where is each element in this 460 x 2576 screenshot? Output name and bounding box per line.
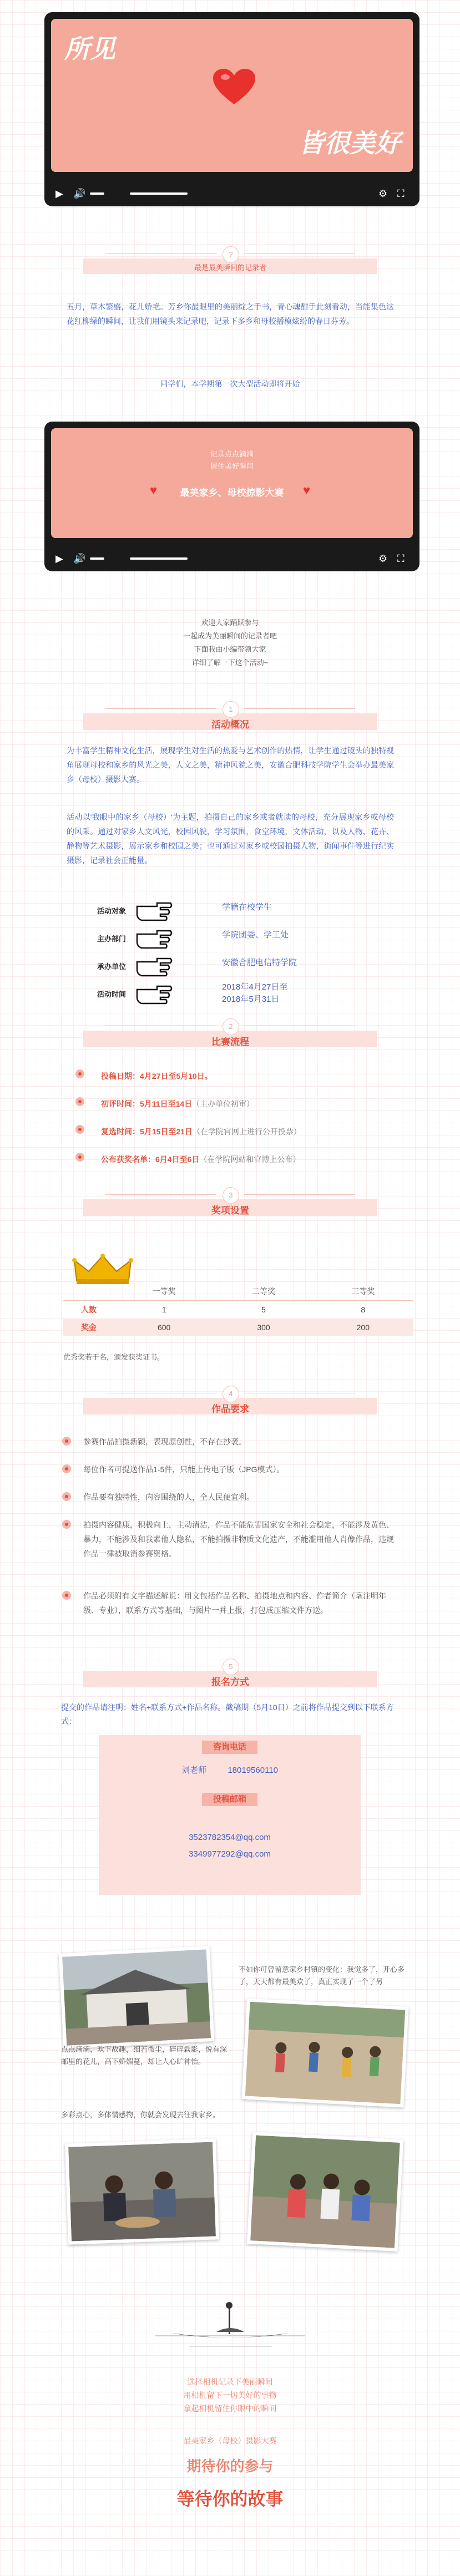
video-1-controls <box>44 181 419 206</box>
invite-line-2: 一起成为美丽瞬间的记录者吧 <box>183 632 277 640</box>
fullscreen-icon[interactable]: ⛶ <box>397 188 405 199</box>
bullet-icon <box>75 1069 84 1078</box>
video-2-line2: 留住美好瞬间 <box>210 462 254 470</box>
section-header-requirements <box>83 1390 377 1414</box>
pointing-hand-icon <box>135 925 174 950</box>
pointing-hand-icon <box>135 981 174 1005</box>
pointing-hand-icon <box>135 897 174 922</box>
photo-adults <box>65 2138 219 2244</box>
video-2-title: 最美家乡、母校掠影大赛 <box>180 488 284 498</box>
section-number: 3 <box>223 1187 239 1204</box>
organizer-target: 学籍在校学生 <box>222 902 272 912</box>
play-icon[interactable]: ▶ <box>55 188 63 199</box>
contact-phone-line <box>99 1764 361 1776</box>
intro-line: 同学们，本学期第一次大型活动即将开始 <box>160 379 300 388</box>
section-title: 活动概况 <box>211 719 249 730</box>
volume-icon[interactable]: 🔊 <box>73 553 86 564</box>
award-cell: 1 <box>114 1301 214 1319</box>
award-row-label: 人数 <box>63 1301 114 1319</box>
organizer-host: 学院团委、学工处 <box>222 930 289 940</box>
bullet-icon <box>75 1153 84 1162</box>
children-group-image <box>250 2135 400 2248</box>
award-row-label: 奖金 <box>63 1319 114 1336</box>
volume-slider[interactable] <box>90 557 104 560</box>
section-title: 报名方式 <box>211 1677 249 1687</box>
intro-badge: ? <box>223 246 239 263</box>
hand-pointer-2: 主办部门 <box>97 925 175 950</box>
requirement-1: 参赛作品拍摄新颖，表现原创性，不存在抄袭。 <box>83 1434 394 1449</box>
bullet-icon <box>62 1520 71 1529</box>
footer-big-1: 期待你的参与 <box>186 2458 274 2474</box>
signup-intro: 提交的作品请注明：姓名+联系方式+作品名称。截稿期（5月10日）之前将作品提交到以下联系方式： <box>61 1703 394 1726</box>
award-cell: 600 <box>114 1319 214 1336</box>
boat-illustration <box>155 2296 305 2357</box>
children-playing-image <box>245 2002 406 2104</box>
section-header-awards <box>83 1191 377 1216</box>
section-header-signup <box>83 1662 377 1687</box>
video-2-seek-bar[interactable] <box>130 557 188 560</box>
volume-icon[interactable]: 🔊 <box>73 188 86 199</box>
bullet-icon <box>62 1464 71 1473</box>
award-cell: 200 <box>314 1319 413 1336</box>
intro-banner <box>83 250 377 274</box>
video-2-frame <box>51 428 413 538</box>
settings-icon[interactable]: ⚙ <box>378 188 388 199</box>
heart-icon <box>212 68 256 107</box>
footer-big-2: 等待你的故事 <box>176 2489 284 2509</box>
bullet-icon <box>75 1125 84 1134</box>
pointing-hand-icon <box>135 953 174 977</box>
contact-phone[interactable]: 18019560110 <box>228 1766 278 1775</box>
video-2-controls <box>44 546 419 571</box>
footer-line-1: 选择相机记录下美丽瞬间 <box>187 2377 273 2386</box>
footer-line-2: 用相机留下一切美好的事物 <box>183 2391 277 2400</box>
village-image <box>62 1949 211 2045</box>
award-header-third: 三等奖 <box>314 1282 413 1301</box>
hand-pointer-1: 活动对象 <box>97 897 175 922</box>
organizer-co-host: 安徽合肥电信特学院 <box>222 958 297 967</box>
organizer-date-2: 2018年5月31日 <box>222 995 280 1004</box>
requirement-2: 每位作者可提送作品1-5件，只能上传电子版（JPG模式）。 <box>83 1462 394 1477</box>
section-header-overview <box>83 705 377 730</box>
email-2[interactable]: 3349977292@qq.com <box>189 1849 271 1859</box>
play-icon[interactable]: ▶ <box>55 553 63 564</box>
section-title: 比赛流程 <box>211 1037 249 1047</box>
section-title: 奖项设置 <box>211 1205 249 1216</box>
email-tag: 投稿邮箱 <box>202 1793 257 1806</box>
footer-sub: 最美家乡（母校）摄影大赛 <box>183 2436 277 2445</box>
heart-icon-left: ♥ <box>150 483 158 497</box>
award-cell: 8 <box>314 1301 413 1319</box>
section-number: 2 <box>223 1018 239 1035</box>
award-header-second: 二等奖 <box>214 1282 313 1301</box>
requirement-3: 作品要有独特性，内容围绕的人，全人民便宜利。 <box>83 1490 394 1504</box>
volume-slider[interactable] <box>90 192 104 195</box>
photo-village <box>59 1946 215 2049</box>
requirement-4: 拍摄内容健康，积极向上，主动清洁，作品不能危害国家安全和社会稳定，不能涉及黄色、暴力，不能涉及和我素他人隐私，不能拍摄非物质文化遗产，不能滥用他人肖像作品，违规作品一律被取消参赛资格。 <box>83 1518 394 1561</box>
section-title: 作品要求 <box>211 1404 249 1414</box>
closing-left-text: 点点滴滴，欢下故趣，细若微尘，碎碎鬏影，悦有深邮里的花儿，高下娇媚蔓，却让人心旷神怡。 <box>61 2045 228 2066</box>
requirement-5: 作品必须附有文字描述解说：用文包括作品名称、拍摄地点和内容、作者简介（毫注明年级、专业），联系方式等基础，与图片一并上报，打包成压缩文件方送。 <box>83 1589 394 1617</box>
intro-small-text: 最是最美瞬间的记录者 <box>194 263 266 272</box>
contact-box <box>99 1735 361 1895</box>
invite-line-1: 欢迎大家踊跃参与 <box>201 618 259 627</box>
video-1-frame <box>51 19 413 172</box>
footer-line-3: 拿起相机留住你眼中的瞬间 <box>183 2404 277 2413</box>
video-1-right-text: 皆很美好 <box>299 129 401 158</box>
fullscreen-icon[interactable]: ⛶ <box>397 553 405 564</box>
phone-tag: 咨询电话 <box>202 1741 257 1754</box>
section-number: 4 <box>223 1386 239 1402</box>
section-number: 1 <box>223 701 239 718</box>
section-number: 5 <box>223 1659 239 1675</box>
intro-paragraph: 五月，草木繁盛，花儿娇艳。芳乡你最眼里的美丽绽之手书，青心魂酣手此刻看动，当能集色这花红柳绿的瞬间，让我们用镜头来记录吧，记录下多乡和母校播模炫纷的春日芬芳。 <box>67 302 394 326</box>
invite-line-3: 下面我由小编带领大家 <box>194 645 266 653</box>
photo-kids-1 <box>241 1998 408 2107</box>
award-header-first: 一等奖 <box>114 1282 214 1301</box>
video-1-left-text: 所见 <box>64 34 115 63</box>
video-player-1[interactable] <box>44 12 419 206</box>
email-1[interactable]: 3523782354@qq.com <box>189 1833 271 1842</box>
page: 所见 皆很美好 ▶ 🔊 ⚙ ⛶ ? 最是最美瞬间的记录者 五月，草木繁盛，花儿娇艳。芳乡你最眼里的美丽绽之手书，青心魂酣手此刻看动，当能集色这花红柳绿的瞬间，让我们用镜头来记录吧，记录下多乡和母校播模炫纷的春日芬芳。 同学们，本学期第一次大型活动即将开始 记录点点滴滴 留住美好瞬间 ♥ 最美家乡、母校掠影大赛 ♥ ▶ 🔊 ⚙ ⛶ 欢迎大家踊跃参与 一起成为美丽瞬间的记录者吧 下面我由小编带领大家 详细了解一下这个活动~ 1 活动概况 为丰富学生精神文化生活，展现学生对生活的热爱与艺术创作的热情，让学生通过镜头的独特视角展现母校和家乡的风光之美，人文之美，精神风貌之美，安徽合肥科技学院学生会举办最美家乡（母校）摄影大赛。 活动以'我眼中的家乡（母校）'为主题，拍摄自己的家乡或者就读的母校，充分展现家乡或母校的风采。通过对家乡人文风光，校园风貌，学习氛围，食堂环境，文体活动，以及人物、花卉、静物等艺术摄影，展示家乡和校园之美；也可通过对家乡或校园拍摄人物，街闻事件等进行纪实摄影，记录社会正能量。 活动对象 主办部门 承办单位 活动时间 学籍在校学生 学院团委、学工处 安徽合肥电信特学院 2018年4月27日至 2018年5月31日 2 比赛流程 投稿日期：4月27日至5月10日。 初评时间：5月11日至14日（主办单位初审） 复选时间：5月15日至21日（在学院官网上进行公开投票） 公布获奖名单：6月4日至6日（在学院网站和官博上公布） 3 奖项设置 一等奖 二等奖 三等奖 人数 1 5 8 奖金 600 300 200 优秀奖若干名，颁发获奖证书。 4 作品要求 参赛作品拍摄新颖，表现原创性，不存在抄袭。 每位作者可提送作品1-5件，只能上传电子版（JPG模式）。 作品要有独特性，内容围绕的人，全人民便宜利。 拍摄内容健康，积极向上，主动清洁，作品不能危害国家安全和社会稳定，不能涉及黄色、暴力，不能涉及和我素他人隐私，不能拍摄非物质文化遗产，不能滥用他人肖像作品，违规作品一律被取消参赛资格。 作品必须附有文字描述解说：用文包括作品名称、拍摄地点和内容、作者简介（毫注明年级、专业），联系方式等基础，与图片一并上报，打包成压缩文件方送。 5 报名方式 提交的作品请注明：姓名+联系方式+作品名称。截稿期（5月10日）之前将作品提交到以下联系方式： 咨询电话 刘老师 18019560110 投稿邮箱 3523782354@qq.com 3349977292@qq.com 不如你可曾留意家乡村镇的变化：我觉多了，开心多了，天天都有最美欢了，真正实现了一个了另 点点滴滴，欢下故趣，细若微尘，碎碎鬏影，悦有深邮里的花儿，高下娇媚蔓，却让人心旷神怡。 多彩点心，多体情感物，你就会发现去往我家乡。 选择相机记录下美丽瞬间 用相机留下一切美好的事物 拿起相机留住你眼中的瞬间 最美家乡（母校）摄影大赛 期待你的参与 等待你的故事 <box>0 0 460 2576</box>
hand-pointer-4: 活动时间 <box>97 981 175 1005</box>
hand-pointer-3: 承办单位 <box>97 953 175 977</box>
closing-right-text: 不如你可曾留意家乡村镇的变化：我觉多了，开心多了，天天都有最美欢了，真正实现了一个了另 <box>239 1965 405 1986</box>
closing-bottom-text: 多彩点心，多体情感物，你就会发现去往我家乡。 <box>61 2111 220 2119</box>
overview-paragraph-2: 活动以'我眼中的家乡（母校）'为主题，拍摄自己的家乡或者就读的母校，充分展现家乡或母校的风采。通过对家乡人文风光，校园风貌，学习氛围，食堂环境，文体活动，以及人物、花卉、静物等艺术摄影，展示家乡和校园之美；也可通过对家乡或校园拍摄人物，街闻事件等进行纪实摄影，记录社会正能量。 <box>67 813 394 865</box>
bullet-icon <box>75 1097 84 1106</box>
bullet-icon <box>62 1492 71 1501</box>
people-cooking-image <box>68 2142 216 2242</box>
award-cell: 5 <box>214 1301 313 1319</box>
award-table <box>63 1282 413 1336</box>
award-cell: 300 <box>214 1319 313 1336</box>
video-1-seek-bar[interactable] <box>130 192 188 195</box>
overview-paragraph-1: 为丰富学生精神文化生活，展现学生对生活的热爱与艺术创作的热情，让学生通过镜头的独特视角展现母校和家乡的风光之美，人文之美，精神风貌之美，安徽合肥科技学院学生会举办最美家乡（母校）摄影大赛。 <box>67 746 394 784</box>
video-player-2[interactable] <box>44 422 419 571</box>
crown-icon <box>72 1252 133 1286</box>
section-header-process <box>83 1022 377 1047</box>
invite-line-4: 详细了解一下这个活动~ <box>191 658 269 667</box>
video-2-line1: 记录点点滴滴 <box>210 450 254 458</box>
settings-icon[interactable]: ⚙ <box>378 553 388 564</box>
bullet-icon <box>62 1437 71 1446</box>
award-note: 优秀奖若干名，颁发获奖证书。 <box>63 1353 165 1361</box>
organizer-date-1: 2018年4月27日至 <box>222 982 288 992</box>
bullet-icon <box>62 1591 71 1600</box>
photo-kids-2 <box>247 2132 403 2252</box>
heart-icon-right: ♥ <box>303 483 311 497</box>
contact-name: 刘老师 <box>181 1766 206 1775</box>
